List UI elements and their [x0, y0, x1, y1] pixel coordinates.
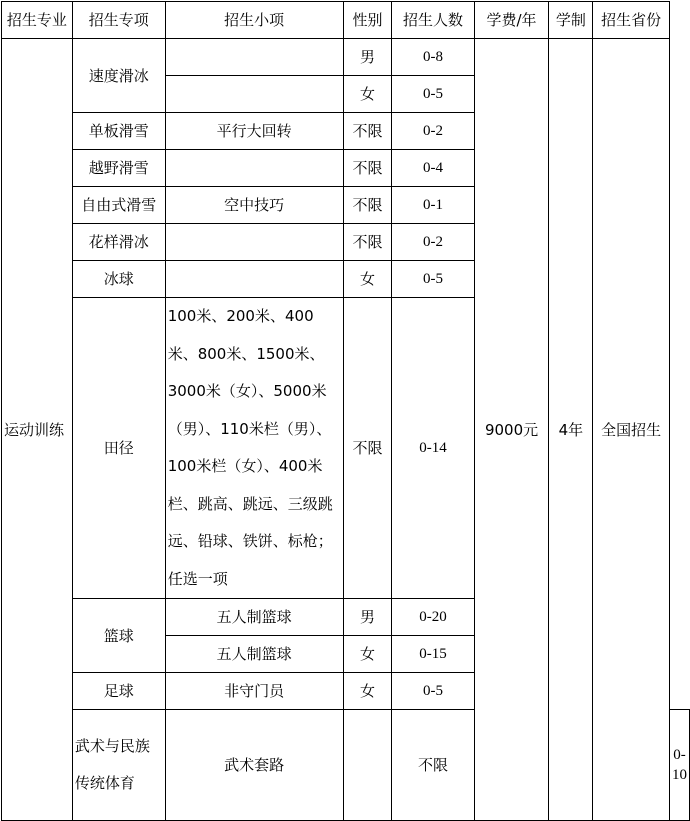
count-cell: 0-4 [392, 150, 474, 187]
specialty-cell: 田径 [72, 298, 165, 599]
header-provinces: 招生省份 [593, 2, 670, 39]
specialty-cell: 单板滑雪 [72, 113, 165, 150]
gender-cell: 女 [343, 636, 392, 673]
specialty-cell: 武术套路 [165, 710, 343, 821]
count-cell: 0-5 [392, 673, 474, 710]
header-duration: 学制 [549, 2, 593, 39]
sub-event-cell [343, 710, 392, 821]
duration-cell: 4年 [549, 39, 593, 821]
gender-cell: 女 [343, 76, 392, 113]
count-cell: 0-5 [392, 76, 474, 113]
header-specialty: 招生专项 [72, 2, 165, 39]
count-cell: 0-8 [392, 39, 474, 76]
provinces-cell: 全国招生 [593, 39, 670, 821]
header-count: 招生人数 [392, 2, 474, 39]
gender-cell: 不限 [392, 710, 474, 821]
gender-cell: 男 [343, 599, 392, 636]
gender-cell: 女 [343, 261, 392, 298]
gender-cell: 不限 [343, 150, 392, 187]
sub-event-cell [165, 39, 343, 76]
count-cell: 0-2 [392, 113, 474, 150]
sub-event-cell [165, 224, 343, 261]
count-cell: 0-15 [392, 636, 474, 673]
table-row [2, 39, 690, 76]
sub-event-cell: 非守门员 [165, 673, 343, 710]
specialty-cell: 篮球 [72, 599, 165, 673]
specialty-cell: 足球 [72, 673, 165, 710]
count-cell: 0-1 [392, 187, 474, 224]
specialty-cell: 花样滑冰 [72, 224, 165, 261]
sub-event-cell: 五人制篮球 [165, 599, 343, 636]
count-cell: 0-2 [392, 224, 474, 261]
header-major: 招生专业 [2, 2, 73, 39]
sub-event-cell: 100米、200米、400米、800米、1500米、3000米（女）、5000米（男）、110米栏（男）、100米栏（女）、400米栏、跳高、跳远、三级跳远、铅球、铁饼、标枪；任选一项 [165, 298, 343, 599]
sub-event-cell [165, 261, 343, 298]
sub-event-cell [165, 150, 343, 187]
header-sub-event: 招生小项 [165, 2, 343, 39]
header-tuition: 学费/年 [474, 2, 549, 39]
gender-cell: 不限 [343, 298, 392, 599]
count-cell: 0-10 [670, 710, 690, 821]
gender-cell: 女 [343, 673, 392, 710]
specialty-cell: 速度滑冰 [72, 39, 165, 113]
specialty-cell: 越野滑雪 [72, 150, 165, 187]
header-row [2, 2, 690, 39]
admissions-table [1, 1, 690, 821]
gender-cell: 男 [343, 39, 392, 76]
header-gender: 性别 [343, 2, 392, 39]
sub-event-cell: 空中技巧 [165, 187, 343, 224]
major-cell: 武术与民族传统体育 [72, 710, 165, 821]
sub-event-cell [165, 76, 343, 113]
gender-cell: 不限 [343, 224, 392, 261]
specialty-cell: 冰球 [72, 261, 165, 298]
major-cell: 运动训练 [2, 39, 73, 821]
tuition-cell: 9000元 [474, 39, 549, 821]
gender-cell: 不限 [343, 187, 392, 224]
sub-event-cell: 平行大回转 [165, 113, 343, 150]
specialty-cell: 自由式滑雪 [72, 187, 165, 224]
sub-event-cell: 五人制篮球 [165, 636, 343, 673]
gender-cell: 不限 [343, 113, 392, 150]
count-cell: 0-20 [392, 599, 474, 636]
count-cell: 0-14 [392, 298, 474, 599]
count-cell: 0-5 [392, 261, 474, 298]
